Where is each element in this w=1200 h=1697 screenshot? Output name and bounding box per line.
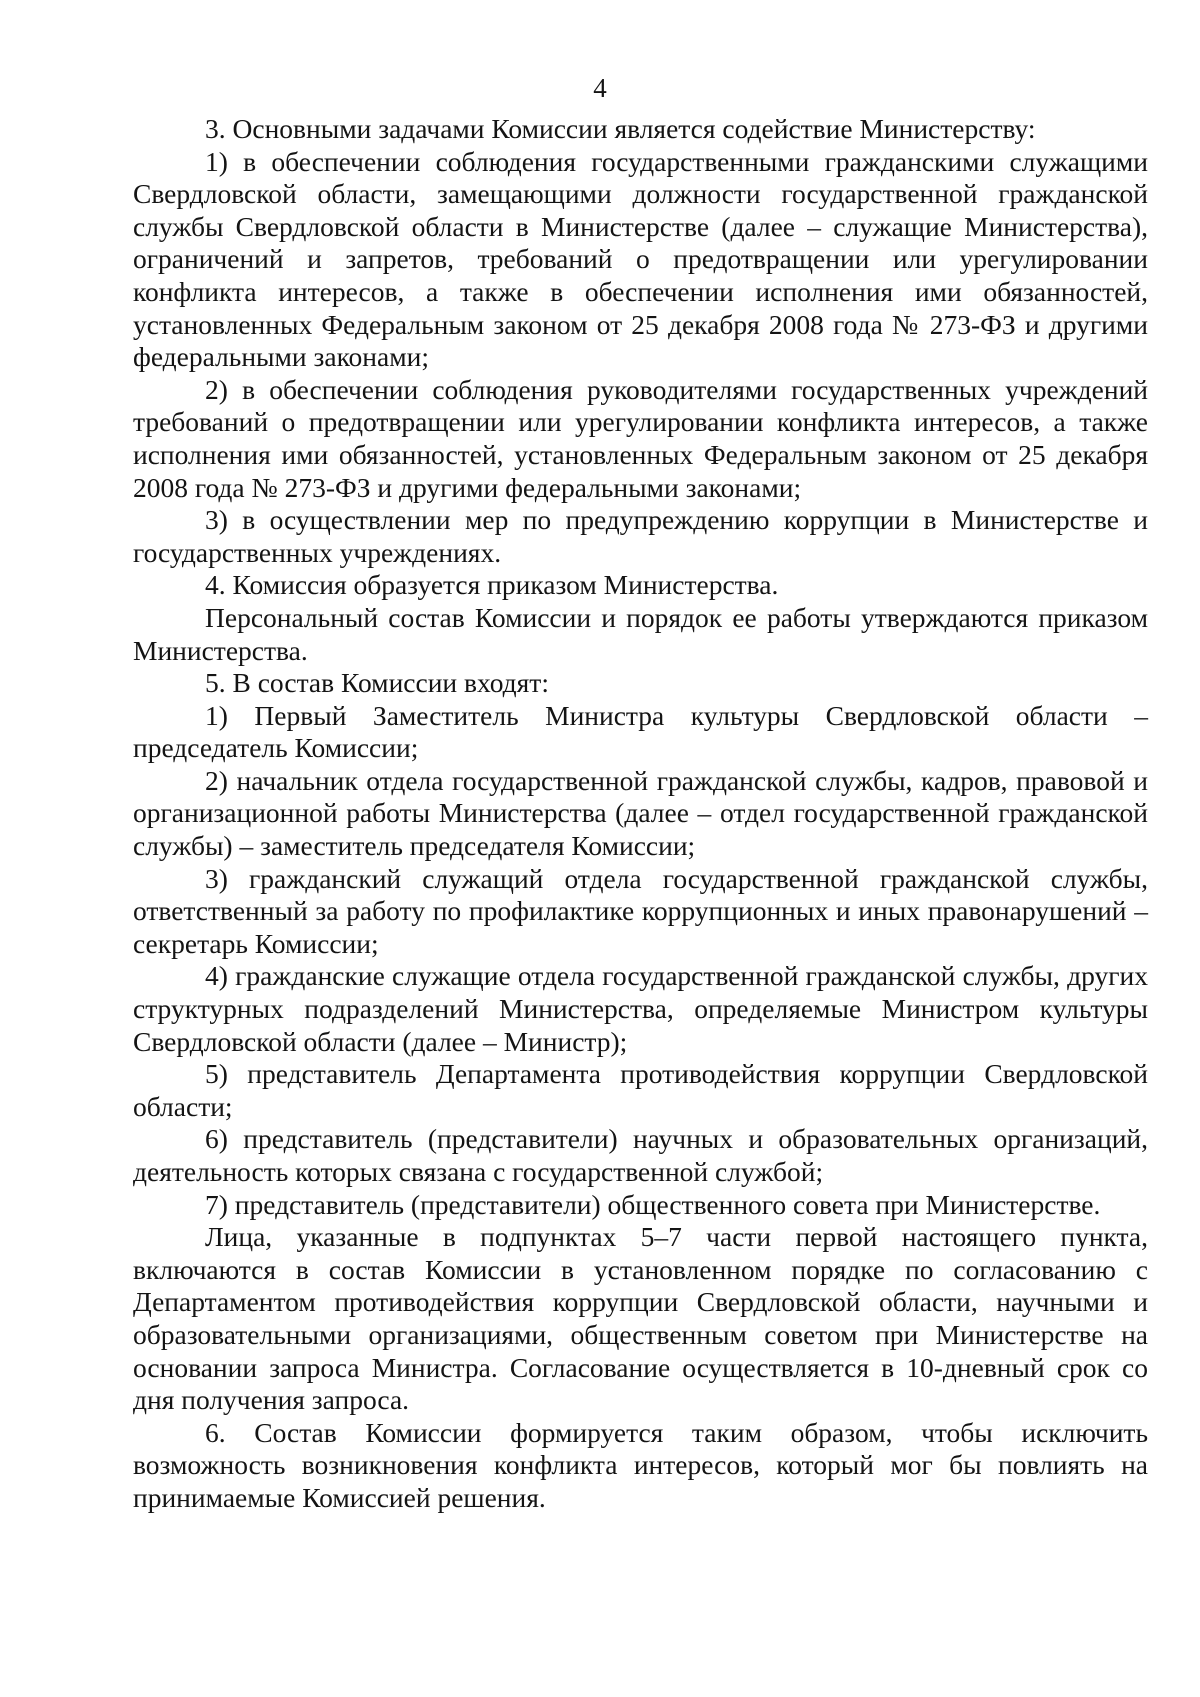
paragraph-3-tasks-intro: 3. Основными задачами Комиссии является содействие Министерству:	[205, 113, 1036, 144]
paragraph-4-formation: 4. Комиссия образуется приказом Министерства.	[205, 569, 779, 601]
paragraph-3-item-1: 1) в обеспечении соблюдения государственными гражданскими служащими Свердловской области, замещающими должности государственной гражданской службы Свердловской области в Министерстве (далее – служащие Министерства), ограничений и запретов, требований о предотвращении или урегулировании конфликта интересов, а также в обеспечении исполнения ими обязанностей, установленных Федеральным законом от 25 декабря 2008 года № 273-ФЗ и другими федеральными законами;	[133, 145, 1148, 373]
paragraph-5-members-intro: 5. В состав Комиссии входят:	[205, 667, 549, 699]
paragraph-5-item-1: 1) Первый Заместитель Министра культуры Свердловской области – председатель Комиссии;	[133, 699, 1148, 764]
page-number: 4	[593, 73, 607, 103]
paragraph-5-item-2: 2) начальник отдела государственной гражданской службы, кадров, правовой и организационной работы Министерства (далее – отдел государственной гражданской службы) – заместитель председателя Комиссии;	[133, 764, 1148, 862]
paragraph-3-item-2: 2) в обеспечении соблюдения руководителями государственных учреждений требований о предотвращении или урегулировании конфликта интересов, а также исполнения ими обязанностей, установленных Федеральным законом от 25 декабря 2008 года № 273-ФЗ и другими федеральными законами;	[133, 373, 1148, 503]
paragraph-5-item-3: 3) гражданский служащий отдела государственной гражданской службы, ответственный за работу по профилактике коррупционных и иных правонарушений – секретарь Комиссии;	[133, 862, 1148, 959]
document-body	[133, 113, 1148, 1515]
paragraph-6-conflict-of-interest: 6. Состав Комиссии формируется таким образом, чтобы исключить возможность возникновения конфликта интересов, который мог бы повлиять на принимаемые Комиссией решения.	[133, 1416, 1148, 1513]
paragraph-5-item-6: 6) представитель (представители) научных и образовательных организаций, деятельность которых связана с государственной службой;	[133, 1123, 1148, 1187]
paragraph-5-external-members: Лица, указанные в подпунктах 5–7 части первой настоящего пункта, включаются в состав Комиссии в установленном порядке по согласованию с Департаментом противодействия коррупции Свердловской области, научными и образовательными организациями, общественным советом при Министерстве на основании запроса Министра. Согласование осуществляется в 10-дневный срок со дня получения запроса.	[133, 1221, 1148, 1416]
paragraph-4-composition-approval: Персональный состав Комиссии и порядок ее работы утверждаются приказом Министерства.	[133, 601, 1148, 666]
paragraph-5-item-5: 5) представитель Департамента противодействия коррупции Свердловской области;	[133, 1058, 1148, 1122]
paragraph-5-item-4: 4) гражданские служащие отдела государственной гражданской службы, других структурных подразделений Министерства, определяемые Министром культуры Свердловской области (далее – Министр);	[133, 960, 1148, 1057]
paragraph-3-item-3: 3) в осуществлении мер по предупреждению коррупции в Министерстве и государственных учреждениях.	[133, 504, 1148, 568]
paragraph-5-item-7: 7) представитель (представители) общественного совета при Министерстве.	[205, 1188, 1101, 1220]
